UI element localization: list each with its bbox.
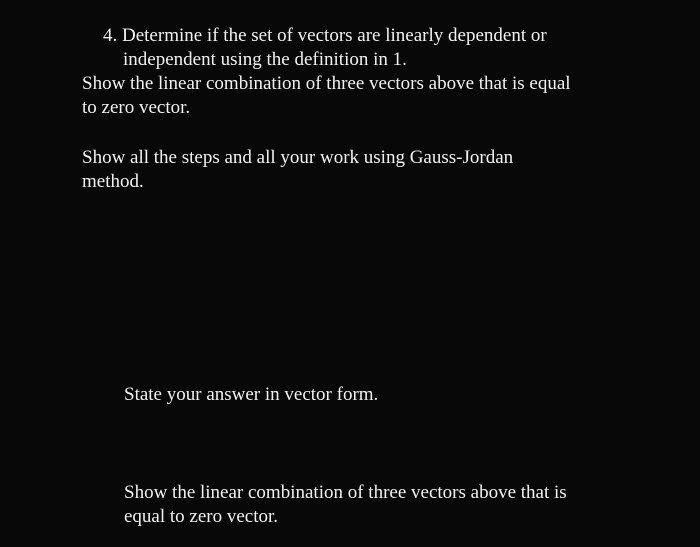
question-line-2: independent using the definition in 1. xyxy=(123,49,407,70)
instruction-2-line-2: method. xyxy=(82,171,144,192)
instruction-1-line-2: to zero vector. xyxy=(82,97,191,118)
answer-prompt xyxy=(124,383,378,407)
answer-prompt-line-1: State your answer in vector form. xyxy=(124,384,379,405)
instruction-1-line-1: Show the linear combination of three vectors above that is equal xyxy=(82,73,571,94)
final-prompt-line-2: equal to zero vector. xyxy=(124,506,279,527)
instruction-linear-combination xyxy=(82,72,571,120)
instruction-gauss-jordan xyxy=(82,146,513,194)
question-text xyxy=(103,24,547,72)
instruction-2-line-1: Show all the steps and all your work using Gauss-Jordan xyxy=(82,147,514,168)
question-line-1: 4. Determine if the set of vectors are linearly dependent or xyxy=(103,25,547,46)
final-prompt xyxy=(124,481,567,529)
final-prompt-line-1: Show the linear combination of three vectors above that is xyxy=(124,482,567,503)
